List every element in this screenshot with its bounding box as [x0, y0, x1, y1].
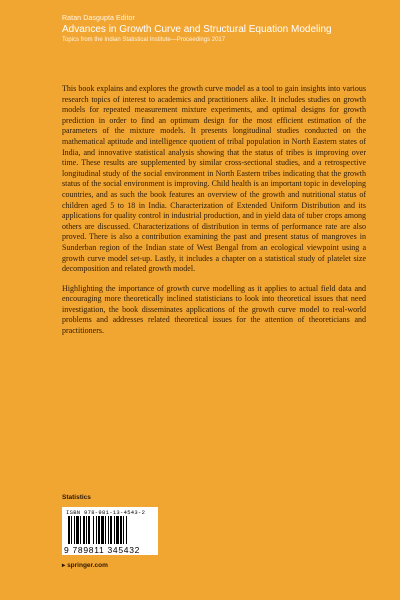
editor-line: Ratan Dasgupta Editor: [62, 15, 135, 22]
description-paragraph-1: This book explains and explores the growth curve model as a tool to gain insights into various research topics of interest to academics and practitioners alike. It includes studies on growth models for repeated measurement mixture experiments, and optimal designs for growth prediction in order to find an optimum design for the most efficient estimation of the parameters of the mixture models. It presents longitudinal studies conducted on the mathematical aptitude and intelligence quotient of tribal population in North Eastern states of India, and innovative statistical analysis showing that the status of tribes is improving over time. These results are supplemented by similar cross-sectional studies, and a retrospective longitudinal study of the social environment in North Eastern tribes indicating that the growth status of the social environment is improving. Child health is an important topic in developing countries, and as such the book features an overview of the growth and nutritional status of children aged 5 to 18 in India. Characterization of Extended Uniform Distribution and its applications for quality control in industrial production, and in yield data of tuber crops among others are discussed. Characterizations of distribution in terms of performance rate are also proved. There is also a contribution examining the past and present status of mangroves in Sunderban region of the Indian state of West Bengal from an ecological viewpoint using a growth curve model set-up. Lastly, it includes a chapter on a statistical study of platelet size decomposition and related growth model.: [62, 84, 366, 274]
barcode-number: 9 789811 345432: [64, 545, 141, 555]
publisher-link[interactable]: ▸ springer.com: [62, 562, 108, 569]
barcode-block: [62, 507, 158, 555]
book-title: Advances in Growth Curve and Structural Equation Modeling: [62, 24, 332, 35]
cover-header: [62, 15, 382, 43]
barcode-icon: [68, 516, 152, 544]
description-paragraph-2: Highlighting the importance of growth curve modelling as it applies to actual field data and encouraging more theoretically inclined statisticians to look into theoretical issues that need investigation, the book disseminates applications of the growth curve model to real-world problems and addresses related theoretical issues for the attention of theoreticians and practitioners.: [62, 283, 366, 336]
book-description: [62, 84, 366, 346]
isbn-label: ISBN 978-981-13-4543-2: [66, 509, 146, 516]
series-line: Topics from the Indian Statistical Institute—Proceedings 2017: [62, 37, 226, 43]
subject-category: Statistics: [62, 494, 91, 501]
